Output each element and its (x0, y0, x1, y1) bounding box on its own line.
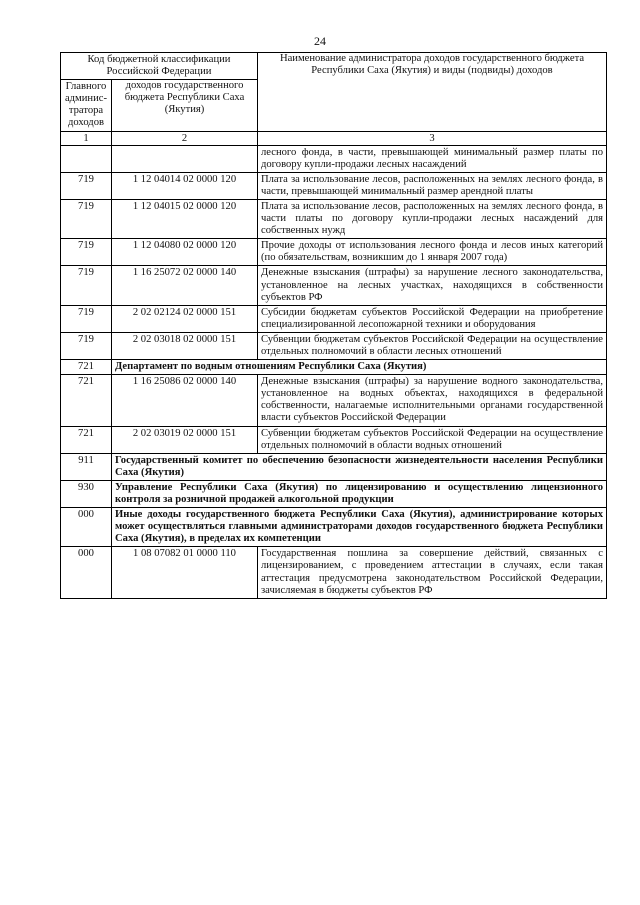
header-admin-column: Главного админис-тратора доходов (61, 80, 112, 131)
table-row (61, 266, 607, 305)
table-row (61, 145, 607, 172)
income-code-cell: 1 12 04015 02 0000 120 (112, 199, 258, 238)
income-name-cell: Плата за использование лесов, расположенных на землях лесного фонда, в части платы по договору купли-продажи лесных насаждений для собственных нужд (258, 199, 607, 238)
income-code-cell (112, 145, 258, 172)
admin-code-cell: 000 (61, 508, 112, 547)
income-name-cell: Прочие доходы от использования лесного фонда и лесов иных категорий (по обязательствам, возникшим до 1 января 2007 года) (258, 239, 607, 266)
admin-code-cell: 911 (61, 453, 112, 480)
table-row (61, 332, 607, 359)
table-row (61, 239, 607, 266)
income-code-cell: 2 02 03019 02 0000 151 (112, 426, 258, 453)
admin-code-cell: 721 (61, 375, 112, 426)
column-number-2: 2 (112, 131, 258, 145)
admin-code-cell: 719 (61, 305, 112, 332)
admin-code-cell (61, 145, 112, 172)
income-code-cell: 1 12 04014 02 0000 120 (112, 172, 258, 199)
table-row (61, 172, 607, 199)
table-row (61, 453, 607, 480)
income-name-cell: Денежные взыскания (штрафы) за нарушение водного законодательства, установленное на водных объектах, находящихся в федеральной собственности, налагаемые исполнительными органами государственной власти субъектов Российской Федерации (258, 375, 607, 426)
column-number-3: 3 (258, 131, 607, 145)
income-code-cell: 2 02 02124 02 0000 151 (112, 305, 258, 332)
page-number: 24 (314, 34, 326, 48)
income-name-cell: Плата за использование лесов, расположенных на землях лесного фонда, в части, превышающей минимальный размер арендной платы (258, 172, 607, 199)
admin-code-cell: 719 (61, 332, 112, 359)
budget-classification-table (60, 52, 607, 599)
table-row (61, 199, 607, 238)
income-name-cell: Субсидии бюджетам субъектов Российской Федерации на приобретение специализированной лесопожарной техники и оборудования (258, 305, 607, 332)
header-row-group (61, 53, 607, 80)
table-row (61, 305, 607, 332)
income-name-cell: Государственная пошлина за совершение действий, связанных с лицензированием, с проведением аттестации в случаях, если такая аттестация предусмотрена законодательством Российской Федерации, зачисляемая в бюджеты субъектов РФ (258, 547, 607, 598)
administrator-name-cell: Иные доходы государственного бюджета Республики Саха (Якутия), администрирование которых может осуществляться главными администраторами доходов государственного бюджета Республики Саха (Якутия), в пределах их компетенции (112, 508, 607, 547)
table-row (61, 547, 607, 598)
table-row (61, 360, 607, 375)
income-code-cell: 1 08 07082 01 0000 110 (112, 547, 258, 598)
column-number-1: 1 (61, 131, 112, 145)
income-code-cell: 1 16 25086 02 0000 140 (112, 375, 258, 426)
administrator-name-cell: Государственный комитет по обеспечению безопасности жизнедеятельности населения Республики Саха (Якутия) (112, 453, 607, 480)
admin-code-cell: 719 (61, 172, 112, 199)
table-row (61, 426, 607, 453)
admin-code-cell: 721 (61, 426, 112, 453)
table-row (61, 508, 607, 547)
administrator-name-cell: Управление Республики Саха (Якутия) по лицензированию и осуществлению лицензионного контроля за розничной продажей алкогольной продукции (112, 480, 607, 507)
column-number-row (61, 131, 607, 145)
table-row (61, 375, 607, 426)
income-name-cell: Субвенции бюджетам субъектов Российской Федерации на осуществление отдельных полномочий в области лесных отношений (258, 332, 607, 359)
table-body (61, 53, 607, 599)
income-code-cell: 1 12 04080 02 0000 120 (112, 239, 258, 266)
admin-code-cell: 721 (61, 360, 112, 375)
header-group-title: Код бюджетной классификации Российской Федерации (61, 53, 258, 80)
admin-code-cell: 719 (61, 199, 112, 238)
administrator-name-cell: Департамент по водным отношениям Республики Саха (Якутия) (112, 360, 607, 375)
header-name-column: Наименование администратора доходов государственного бюджета Республики Саха (Якутия) и виды (подвиды) доходов (258, 53, 607, 132)
admin-code-cell: 719 (61, 239, 112, 266)
admin-code-cell: 930 (61, 480, 112, 507)
header-code-column: доходов государственного бюджета Республики Саха (Якутия) (112, 80, 258, 131)
income-name-cell: лесного фонда, в части, превышающей минимальный размер платы по договору купли-продажи лесных насаждений (258, 145, 607, 172)
table-row (61, 480, 607, 507)
income-code-cell: 2 02 03018 02 0000 151 (112, 332, 258, 359)
income-code-cell: 1 16 25072 02 0000 140 (112, 266, 258, 305)
admin-code-cell: 000 (61, 547, 112, 598)
admin-code-cell: 719 (61, 266, 112, 305)
income-name-cell: Субвенции бюджетам субъектов Российской Федерации на осуществление отдельных полномочий в области водных отношений (258, 426, 607, 453)
income-name-cell: Денежные взыскания (штрафы) за нарушение лесного законодательства, установленное на лесных участках, находящихся в собственности субъектов РФ (258, 266, 607, 305)
